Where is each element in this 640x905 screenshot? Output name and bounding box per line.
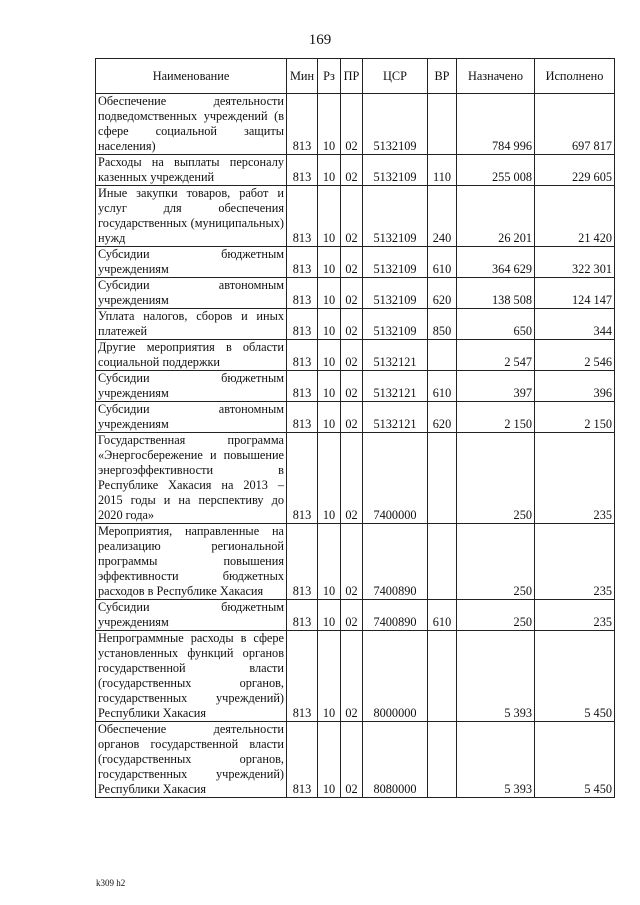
cell-vr: 620 bbox=[428, 402, 457, 433]
cell-csr: 8080000 bbox=[363, 722, 428, 798]
table-row bbox=[96, 722, 615, 798]
table-row bbox=[96, 186, 615, 247]
table-row bbox=[96, 402, 615, 433]
cell-rz: 10 bbox=[318, 309, 341, 340]
col-header-csr: ЦСР bbox=[363, 59, 428, 94]
cell-name: Непрограммные расходы в сфере установленных функций органов государственной власти (государственных органов, государственных учреждений) Республики Хакасия bbox=[96, 631, 287, 722]
cell-min: 813 bbox=[287, 186, 318, 247]
cell-assigned: 250 bbox=[457, 433, 535, 524]
cell-name: Уплата налогов, сборов и иных платежей bbox=[96, 309, 287, 340]
cell-rz: 10 bbox=[318, 247, 341, 278]
col-header-executed: Исполнено bbox=[535, 59, 615, 94]
cell-assigned: 250 bbox=[457, 524, 535, 600]
cell-csr: 5132109 bbox=[363, 309, 428, 340]
cell-rz: 10 bbox=[318, 524, 341, 600]
cell-executed: 697 817 bbox=[535, 94, 615, 155]
cell-rz: 10 bbox=[318, 433, 341, 524]
cell-csr: 5132121 bbox=[363, 371, 428, 402]
cell-executed: 344 bbox=[535, 309, 615, 340]
cell-name: Мероприятия, направленные на реализацию региональной программы повышения эффективности бюджетных расходов в Республике Хакасия bbox=[96, 524, 287, 600]
cell-executed: 5 450 bbox=[535, 631, 615, 722]
cell-pr: 02 bbox=[341, 94, 363, 155]
cell-rz: 10 bbox=[318, 402, 341, 433]
cell-pr: 02 bbox=[341, 631, 363, 722]
cell-rz: 10 bbox=[318, 94, 341, 155]
cell-csr: 5132109 bbox=[363, 155, 428, 186]
cell-name: Субсидии бюджетным учреждениям bbox=[96, 371, 287, 402]
cell-executed: 2 150 bbox=[535, 402, 615, 433]
col-header-name: Наименование bbox=[96, 59, 287, 94]
cell-vr: 610 bbox=[428, 371, 457, 402]
cell-executed: 124 147 bbox=[535, 278, 615, 309]
cell-csr: 8000000 bbox=[363, 631, 428, 722]
cell-rz: 10 bbox=[318, 340, 341, 371]
cell-min: 813 bbox=[287, 278, 318, 309]
table-row bbox=[96, 524, 615, 600]
cell-vr bbox=[428, 524, 457, 600]
cell-rz: 10 bbox=[318, 371, 341, 402]
cell-name: Расходы на выплаты персоналу казенных учреждений bbox=[96, 155, 287, 186]
table-row bbox=[96, 340, 615, 371]
table-header-row bbox=[96, 59, 615, 94]
cell-executed: 235 bbox=[535, 600, 615, 631]
budget-table bbox=[95, 58, 615, 798]
cell-pr: 02 bbox=[341, 524, 363, 600]
cell-executed: 2 546 bbox=[535, 340, 615, 371]
cell-name: Обеспечение деятельности подведомственных учреждений (в сфере социальной защиты населения) bbox=[96, 94, 287, 155]
cell-name: Субсидии бюджетным учреждениям bbox=[96, 600, 287, 631]
cell-vr bbox=[428, 340, 457, 371]
page-number: 169 bbox=[308, 32, 332, 48]
cell-pr: 02 bbox=[341, 278, 363, 309]
cell-rz: 10 bbox=[318, 155, 341, 186]
cell-executed: 235 bbox=[535, 524, 615, 600]
cell-vr bbox=[428, 94, 457, 155]
cell-rz: 10 bbox=[318, 600, 341, 631]
col-header-pr: ПР bbox=[341, 59, 363, 94]
cell-pr: 02 bbox=[341, 186, 363, 247]
table-row bbox=[96, 309, 615, 340]
cell-rz: 10 bbox=[318, 186, 341, 247]
table-row bbox=[96, 94, 615, 155]
cell-csr: 7400890 bbox=[363, 524, 428, 600]
cell-pr: 02 bbox=[341, 402, 363, 433]
cell-name: Субсидии автономным учреждениям bbox=[96, 402, 287, 433]
cell-min: 813 bbox=[287, 309, 318, 340]
cell-assigned: 5 393 bbox=[457, 722, 535, 798]
cell-executed: 5 450 bbox=[535, 722, 615, 798]
cell-assigned: 2 547 bbox=[457, 340, 535, 371]
cell-name: Субсидии бюджетным учреждениям bbox=[96, 247, 287, 278]
cell-executed: 229 605 bbox=[535, 155, 615, 186]
cell-rz: 10 bbox=[318, 722, 341, 798]
cell-pr: 02 bbox=[341, 433, 363, 524]
cell-pr: 02 bbox=[341, 155, 363, 186]
cell-pr: 02 bbox=[341, 722, 363, 798]
cell-pr: 02 bbox=[341, 247, 363, 278]
cell-name: Иные закупки товаров, работ и услуг для обеспечения государственных (муниципальных) нужд bbox=[96, 186, 287, 247]
cell-pr: 02 bbox=[341, 340, 363, 371]
table-row bbox=[96, 371, 615, 402]
cell-assigned: 26 201 bbox=[457, 186, 535, 247]
cell-assigned: 5 393 bbox=[457, 631, 535, 722]
cell-rz: 10 bbox=[318, 278, 341, 309]
cell-min: 813 bbox=[287, 247, 318, 278]
cell-min: 813 bbox=[287, 524, 318, 600]
cell-vr bbox=[428, 722, 457, 798]
cell-csr: 5132109 bbox=[363, 247, 428, 278]
cell-executed: 396 bbox=[535, 371, 615, 402]
cell-name: Государственная программа «Энергосбережение и повышение энергоэффективности в Республике Хакасия на 2013 – 2015 годы и на перспективу до 2020 года» bbox=[96, 433, 287, 524]
cell-name: Обеспечение деятельности органов государственной власти (государственных органов, государственных учреждений) Республики Хакасия bbox=[96, 722, 287, 798]
cell-csr: 5132109 bbox=[363, 94, 428, 155]
cell-vr: 610 bbox=[428, 247, 457, 278]
cell-assigned: 364 629 bbox=[457, 247, 535, 278]
cell-vr: 240 bbox=[428, 186, 457, 247]
col-header-rz: Рз bbox=[318, 59, 341, 94]
footer-code: k309 h2 bbox=[96, 878, 126, 888]
cell-csr: 5132121 bbox=[363, 340, 428, 371]
cell-assigned: 650 bbox=[457, 309, 535, 340]
cell-vr bbox=[428, 433, 457, 524]
col-header-vr: ВР bbox=[428, 59, 457, 94]
cell-min: 813 bbox=[287, 631, 318, 722]
cell-assigned: 250 bbox=[457, 600, 535, 631]
cell-rz: 10 bbox=[318, 631, 341, 722]
cell-min: 813 bbox=[287, 600, 318, 631]
cell-assigned: 255 008 bbox=[457, 155, 535, 186]
table-row bbox=[96, 155, 615, 186]
col-header-assigned: Назначено bbox=[457, 59, 535, 94]
table-row bbox=[96, 247, 615, 278]
table-row bbox=[96, 433, 615, 524]
table-row bbox=[96, 600, 615, 631]
cell-pr: 02 bbox=[341, 600, 363, 631]
cell-min: 813 bbox=[287, 155, 318, 186]
cell-csr: 5132109 bbox=[363, 186, 428, 247]
cell-csr: 5132109 bbox=[363, 278, 428, 309]
table-row bbox=[96, 278, 615, 309]
cell-name: Другие мероприятия в области социальной поддержки bbox=[96, 340, 287, 371]
cell-min: 813 bbox=[287, 402, 318, 433]
cell-csr: 7400890 bbox=[363, 600, 428, 631]
cell-pr: 02 bbox=[341, 309, 363, 340]
cell-min: 813 bbox=[287, 371, 318, 402]
cell-min: 813 bbox=[287, 340, 318, 371]
cell-assigned: 784 996 bbox=[457, 94, 535, 155]
cell-csr: 7400000 bbox=[363, 433, 428, 524]
cell-min: 813 bbox=[287, 722, 318, 798]
col-header-min: Мин bbox=[287, 59, 318, 94]
cell-executed: 235 bbox=[535, 433, 615, 524]
cell-vr: 620 bbox=[428, 278, 457, 309]
cell-assigned: 2 150 bbox=[457, 402, 535, 433]
cell-csr: 5132121 bbox=[363, 402, 428, 433]
cell-assigned: 138 508 bbox=[457, 278, 535, 309]
cell-executed: 21 420 bbox=[535, 186, 615, 247]
cell-min: 813 bbox=[287, 94, 318, 155]
cell-name: Субсидии автономным учреждениям bbox=[96, 278, 287, 309]
cell-vr: 110 bbox=[428, 155, 457, 186]
cell-vr: 610 bbox=[428, 600, 457, 631]
cell-vr bbox=[428, 631, 457, 722]
cell-pr: 02 bbox=[341, 371, 363, 402]
cell-min: 813 bbox=[287, 433, 318, 524]
table-row bbox=[96, 631, 615, 722]
cell-assigned: 397 bbox=[457, 371, 535, 402]
cell-vr: 850 bbox=[428, 309, 457, 340]
cell-executed: 322 301 bbox=[535, 247, 615, 278]
